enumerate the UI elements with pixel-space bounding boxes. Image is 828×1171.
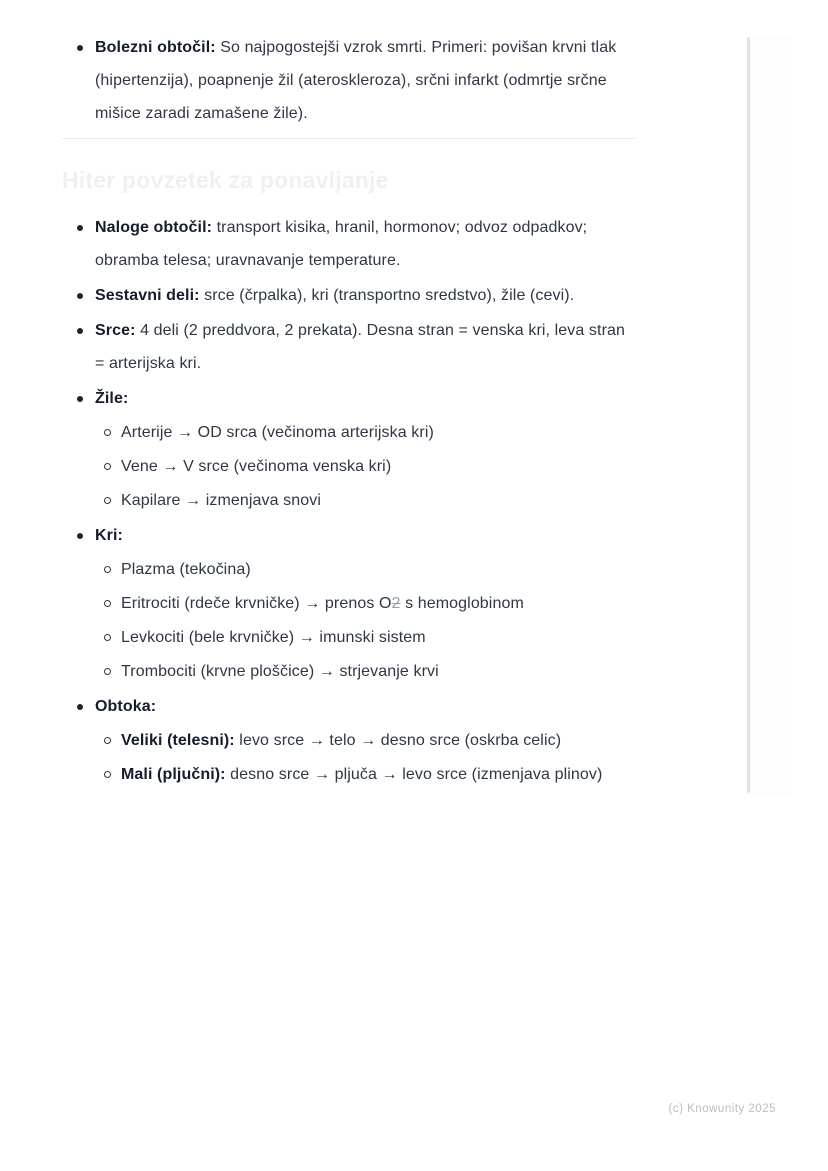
sub-item-lead: Mali (pljučni):	[121, 766, 226, 783]
bullet-dot-icon	[77, 293, 83, 299]
sub-list-item	[95, 553, 636, 586]
bullet-circle-icon	[104, 600, 111, 607]
scrollbar-track[interactable]	[748, 37, 792, 795]
sub-list-item	[95, 758, 636, 791]
sub-item-text: Vene → V srce (večinoma venska kri)	[121, 458, 392, 475]
scrollbar-thumb[interactable]	[747, 37, 750, 793]
sub-item-text: desno srce → pljuča → levo srce (izmenjava plinov)	[225, 766, 603, 783]
bullet-dot-icon	[77, 328, 83, 334]
list-item	[62, 690, 636, 791]
copyright-footer: (c) Knowunity 2025	[668, 1103, 776, 1115]
bullet-circle-icon	[104, 566, 111, 573]
sub-list-item	[95, 587, 636, 620]
summary-list	[62, 211, 636, 791]
list-item-text: 4 deli (2 preddvora, 2 prekata). Desna stran = venska kri, leva stran = arterijska kri.	[95, 322, 625, 372]
sub-list-obtoka	[95, 724, 636, 791]
bullet-circle-icon	[104, 634, 111, 641]
list-item-lead: Naloge obtočil:	[95, 219, 213, 236]
sub-item-text: levo srce → telo → desno srce (oskrba celic)	[234, 732, 562, 749]
list-item-lead: Obtoka:	[95, 698, 157, 715]
bullet-dot-icon	[77, 704, 83, 710]
sub-item-text: Arterije → OD srca (večinoma arterijska kri)	[121, 424, 434, 441]
list-item	[62, 279, 636, 312]
sub-item-text: Kapilare → izmenjava snovi	[121, 492, 322, 509]
sub-list-item	[95, 450, 636, 483]
sub-item-text: s hemoglobinom	[400, 595, 524, 612]
list-item	[62, 519, 636, 688]
bullet-circle-icon	[104, 429, 111, 436]
sub-item-text: Trombociti (krvne ploščice) → strjevanje krvi	[121, 663, 439, 680]
intro-list	[62, 31, 636, 130]
list-item-text: srce (črpalka), kri (transportno sredstvo), žile (cevi).	[199, 287, 575, 304]
sub-list-item	[95, 724, 636, 757]
list-item-lead: Sestavni deli:	[95, 287, 200, 304]
list-item-lead: Kri:	[95, 527, 123, 544]
list-item	[62, 314, 636, 380]
list-item	[62, 382, 636, 517]
list-item-text: transport kisika, hranil, hormonov; odvoz odpadkov; obramba telesa; uravnavanje temperature.	[95, 219, 588, 269]
section-divider	[62, 138, 636, 139]
sub-item-text: Plazma (tekočina)	[121, 561, 251, 578]
bullet-circle-icon	[104, 771, 111, 778]
section-heading-faded: Hiter povzetek za ponavljanje	[62, 167, 389, 193]
list-item-lead: Srce:	[95, 322, 136, 339]
sub-list-item	[95, 621, 636, 654]
bullet-circle-icon	[104, 737, 111, 744]
sub-list-item	[95, 655, 636, 688]
bullet-dot-icon	[77, 533, 83, 539]
list-item-lead: Žile:	[95, 390, 129, 407]
sub-item-text: Levkociti (bele krvničke) → imunski sistem	[121, 629, 426, 646]
list-item-text: So najpogostejši vzrok smrti. Primeri: povišan krvni tlak (hipertenzija), poapnenje žil (ateroskleroza), srčni infarkt (odmrtje srčne mišice zaradi zamašene žile).	[95, 39, 617, 122]
struck-subscript: 2	[391, 595, 401, 612]
bullet-circle-icon	[104, 497, 111, 504]
bullet-circle-icon	[104, 668, 111, 675]
list-item	[62, 31, 636, 130]
document-content	[62, 31, 636, 791]
bullet-circle-icon	[104, 463, 111, 470]
sub-item-text: Eritrociti (rdeče krvničke) → prenos O	[121, 595, 392, 612]
list-item	[62, 211, 636, 277]
sub-item-lead: Veliki (telesni):	[121, 732, 235, 749]
bullet-dot-icon	[77, 225, 83, 231]
bullet-dot-icon	[77, 396, 83, 402]
sub-list-item	[95, 484, 636, 517]
sub-list-item	[95, 416, 636, 449]
list-item-lead: Bolezni obtočil:	[95, 39, 216, 56]
sub-list-kri	[95, 553, 636, 688]
bullet-dot-icon	[77, 45, 83, 51]
sub-list-zile	[95, 416, 636, 517]
